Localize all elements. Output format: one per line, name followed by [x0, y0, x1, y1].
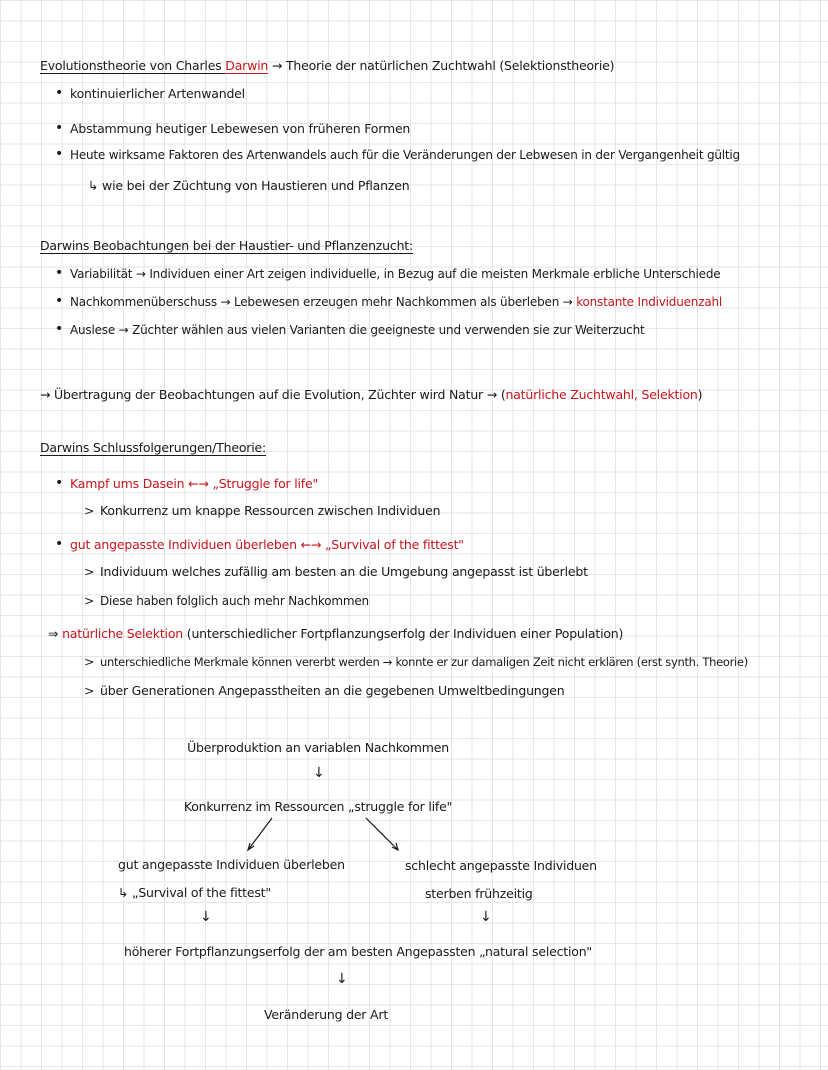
section2-item-2-text: Nachkommenüberschuss → Lebewesen erzeugen mehr Nachkommen als überleben →	[70, 295, 577, 309]
diagram-overproduction: Überproduktion an variablen Nachkommen	[187, 740, 449, 755]
bullet-icon: •	[55, 475, 64, 491]
section2-transfer-end: )	[697, 387, 703, 402]
section1-heading-darwin: Darwin	[225, 58, 269, 73]
sub-marker: >	[84, 593, 95, 608]
section1-heading-title: Evolutionstheorie von Charles	[40, 58, 226, 73]
section3-selection-sub-1: unterschiedliche Merkmale können vererbt werden → konnte er zur damaligen Zeit nicht erklären (erst synth. Theorie)	[100, 655, 748, 669]
section3-gut-sub-1: Individuum welches zufällig am besten an die Umgebung angepasst ist überlebt	[100, 564, 588, 579]
section2-item-3: Auslese → Züchter wählen aus vielen Varianten die geeigneste und verwenden sie zur Weiterzucht	[70, 323, 645, 337]
selection-red: natürliche Selektion	[62, 626, 183, 641]
diagram-competition: Konkurrenz im Ressourcen „struggle for life"	[183, 799, 453, 814]
sub-marker: >	[84, 503, 95, 518]
diagram-success: höherer Fortpflanzungserfolg der am besten Angepassten „natural selection"	[124, 944, 592, 959]
bullet-icon: •	[55, 536, 64, 552]
sub-marker: >	[84, 564, 95, 579]
down-arrow-icon: ↓	[480, 909, 492, 925]
diagram-change: Veränderung der Art	[263, 1007, 389, 1022]
bullet-icon: •	[55, 321, 64, 337]
section1-item-1: kontinuierlicher Artenwandel	[70, 86, 245, 101]
section1-sub: ↳ wie bei der Züchtung von Haustieren und Pflanzen	[88, 178, 410, 193]
section3-gut: gut angepasste Individuen überleben ←→ „Survival of the fittest"	[70, 537, 464, 552]
section1-item-3: Heute wirksame Faktoren des Artenwandels auch für die Veränderungen der Lebwesen in der Vergangenheit gültig	[70, 148, 740, 162]
bullet-icon: •	[55, 293, 64, 309]
section3-kampf: Kampf ums Dasein ←→ „Struggle for life"	[70, 476, 319, 491]
section3-gut-sub-2: Diese haben folglich auch mehr Nachkommen	[100, 594, 369, 608]
section2-item-2-red: konstante Individuenzahl	[576, 295, 723, 309]
section3-selection-sub-2: über Generationen Angepasstheiten an die gegebenen Umweltbedingungen	[100, 683, 565, 698]
bullet-icon: •	[55, 120, 64, 136]
section3-heading: Darwins Schlussfolgerungen/Theorie:	[40, 440, 266, 455]
down-arrow-icon: ↓	[313, 765, 325, 781]
section1-heading-rest: → Theorie der natürlichen Zuchtwahl (Selektionstheorie)	[271, 58, 615, 73]
section3-kampf-sub: Konkurrenz um knappe Ressourcen zwischen Individuen	[100, 503, 441, 518]
bullet-icon: •	[55, 85, 64, 101]
section2-transfer-red: natürliche Zuchtwahl, Selektion	[505, 387, 698, 402]
bullet-icon: •	[55, 265, 64, 281]
section1-item-2: Abstammung heutiger Lebewesen von früheren Formen	[70, 121, 411, 136]
section2-item-1: Variabilität → Individuen einer Art zeigen individuelle, in Bezug auf die meisten Merkmale erbliche Unterschiede	[70, 267, 721, 281]
diagram-left-sub: ↳ „Survival of the fittest"	[118, 885, 271, 900]
down-arrow-icon: ↓	[336, 971, 348, 987]
selection-rest: (unterschiedlicher Fortpflanzungserfolg der Individuen einer Population)	[186, 626, 624, 641]
section2-transfer-text: → Übertragung der Beobachtungen auf die Evolution, Züchter wird Natur → (	[40, 387, 506, 402]
bullet-icon: •	[55, 146, 64, 162]
sub-marker: >	[84, 654, 95, 669]
section2-heading: Darwins Beobachtungen bei der Haustier- und Pflanzenzucht:	[40, 238, 414, 253]
diagram-right-2: sterben frühzeitig	[425, 886, 533, 901]
sub-marker: >	[84, 683, 95, 698]
selection-arrow: ⇒	[48, 626, 59, 641]
down-arrow-icon: ↓	[200, 909, 212, 925]
diagram-right-1: schlecht angepasste Individuen	[405, 858, 597, 873]
diagram-left: gut angepasste Individuen überleben	[118, 857, 345, 872]
